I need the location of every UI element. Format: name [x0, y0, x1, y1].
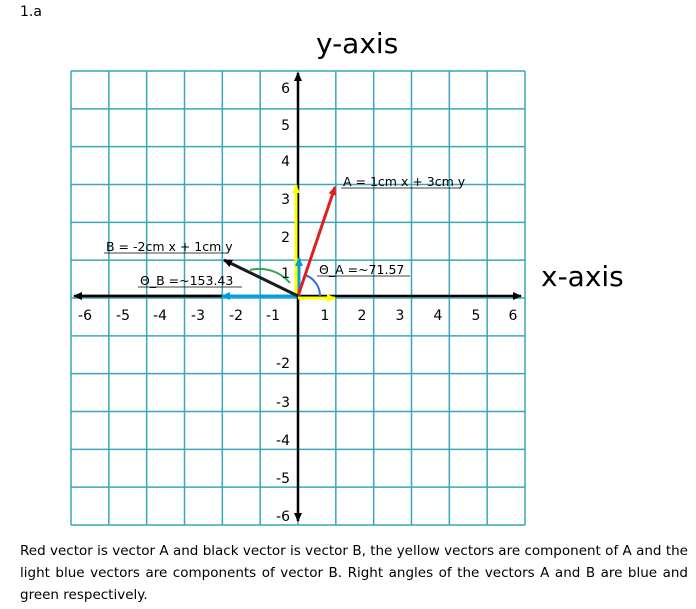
- vector-a-arrow: [298, 187, 335, 296]
- vector-a-label: A = 1cm x + 3cm y: [343, 174, 466, 189]
- x-tick-label: -5: [116, 308, 130, 324]
- x-tick-label: -3: [191, 308, 205, 324]
- y-tick-label: -6: [276, 509, 290, 525]
- x-tick-label: 4: [433, 308, 443, 324]
- y-axis-title: y-axis: [316, 27, 399, 60]
- x-axis-title: x-axis: [541, 260, 624, 293]
- theta-a-label: Θ_A =~71.57: [319, 262, 405, 277]
- x-tick-label: 5: [471, 308, 481, 324]
- y-tick-label: 6: [281, 81, 290, 97]
- x-tick-label: -6: [78, 308, 92, 324]
- x-tick-label: 1: [320, 308, 330, 324]
- y-tick-label: 4: [281, 154, 290, 170]
- y-tick-label: -5: [276, 471, 290, 487]
- y-tick-label: 5: [281, 118, 290, 134]
- theta-b-label: Θ_B =~153.43: [140, 273, 234, 288]
- x-tick-label: 2: [357, 308, 367, 324]
- figure-caption: Red vector is vector A and black vector is vector B, the yellow vectors are component of A and the light blue vectors are components of vector B. Right angles of the vectors A and B are blue and green respectively.: [20, 543, 688, 603]
- y-tick-label: -4: [276, 433, 290, 449]
- x-tick-label: 3: [395, 308, 405, 324]
- vector-a-angle-arc: [305, 275, 320, 296]
- y-tick-label: -2: [276, 356, 290, 372]
- vector-b-label: B = -2cm x + 1cm y: [106, 239, 233, 254]
- x-tick-label: 6: [508, 308, 518, 324]
- y-tick-label: -3: [276, 395, 290, 411]
- x-tick-label: -2: [229, 308, 243, 324]
- y-tick-label: 1: [281, 266, 290, 282]
- problem-number: 1.a: [20, 4, 42, 20]
- x-tick-label: -1: [266, 308, 280, 324]
- x-tick-label: -4: [153, 308, 167, 324]
- y-tick-label: 2: [281, 230, 290, 246]
- y-tick-label: 3: [281, 192, 290, 208]
